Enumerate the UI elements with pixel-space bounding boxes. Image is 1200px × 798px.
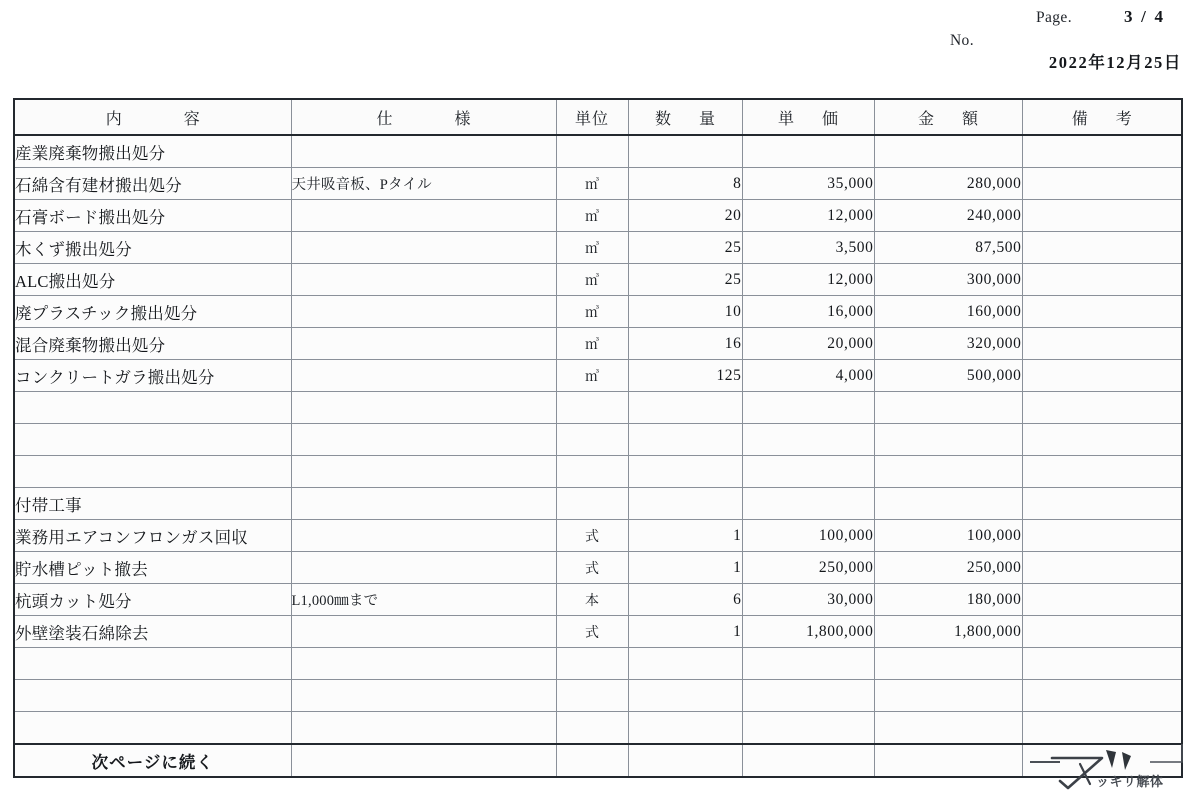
item-amount [874, 488, 1022, 520]
table-row [14, 328, 1182, 360]
item-name: 混合廃棄物搬出処分 [14, 328, 291, 360]
item-quantity [628, 712, 742, 745]
page-label: Page. [1035, 9, 1072, 26]
item-unit: ㎥ [556, 232, 628, 264]
item-amount [874, 392, 1022, 424]
item-unit: 本 [556, 584, 628, 616]
item-unit: 式 [556, 520, 628, 552]
logo-rule-corner [1150, 744, 1182, 762]
item-amount: 240,000 [874, 200, 1022, 232]
item-unit-price: 35,000 [742, 168, 874, 200]
item-name: 次ページに続く [14, 744, 291, 777]
item-amount: 320,000 [874, 328, 1022, 360]
item-quantity [628, 424, 742, 456]
logo-accent-left [1106, 750, 1116, 768]
item-unit-price [742, 135, 874, 168]
document-date: 2022年12月25日 [1048, 53, 1182, 72]
item-spec [291, 360, 556, 392]
table-body [14, 135, 1182, 777]
item-spec [291, 328, 556, 360]
item-unit [556, 488, 628, 520]
column-header-name-label: 内 容 [105, 110, 210, 128]
item-spec [291, 456, 556, 488]
item-name: 外壁塗装石綿除去 [14, 616, 291, 648]
item-note [1022, 232, 1182, 264]
item-spec [291, 616, 556, 648]
column-header-name [14, 99, 291, 135]
item-unit: 式 [556, 552, 628, 584]
item-name: 産業廃棄物搬出処分 [14, 135, 291, 168]
item-name: 貯水槽ピット撤去 [14, 552, 291, 584]
table-row [14, 648, 1182, 680]
item-name: ALC搬出処分 [14, 264, 291, 296]
item-amount: 500,000 [874, 360, 1022, 392]
item-quantity [628, 648, 742, 680]
table-row [14, 264, 1182, 296]
item-unit [556, 744, 628, 777]
item-unit [556, 680, 628, 712]
item-quantity [628, 392, 742, 424]
table-row [14, 584, 1182, 616]
item-note [1022, 712, 1182, 745]
item-unit-price: 12,000 [742, 264, 874, 296]
item-quantity: 6 [628, 584, 742, 616]
item-unit [556, 456, 628, 488]
item-unit [556, 392, 628, 424]
column-header-unit-price [742, 99, 874, 135]
table-row [14, 712, 1182, 745]
table-row [14, 616, 1182, 648]
item-note [1022, 168, 1182, 200]
item-name: 廃プラスチック搬出処分 [14, 296, 291, 328]
item-spec [291, 648, 556, 680]
item-note [1022, 584, 1182, 616]
item-amount [874, 648, 1022, 680]
item-note [1022, 360, 1182, 392]
item-unit-price: 12,000 [742, 200, 874, 232]
column-header-unit-price-label: 単 価 [777, 110, 844, 128]
logo-artwork [1030, 742, 1190, 794]
item-amount [874, 456, 1022, 488]
item-quantity [628, 456, 742, 488]
item-note [1022, 456, 1182, 488]
item-spec [291, 264, 556, 296]
item-unit-price: 3,500 [742, 232, 874, 264]
item-amount [874, 744, 1022, 777]
column-header-amount [874, 99, 1022, 135]
item-unit [556, 135, 628, 168]
item-unit: 式 [556, 616, 628, 648]
table-row [14, 168, 1182, 200]
item-unit: ㎥ [556, 168, 628, 200]
column-header-unit-label: 単位 [574, 110, 609, 128]
item-unit [556, 648, 628, 680]
table-row [14, 360, 1182, 392]
item-quantity [628, 135, 742, 168]
item-spec [291, 712, 556, 745]
item-unit-price: 250,000 [742, 552, 874, 584]
item-note [1022, 328, 1182, 360]
item-quantity: 1 [628, 616, 742, 648]
item-note [1022, 200, 1182, 232]
table-row [14, 232, 1182, 264]
item-note [1022, 135, 1182, 168]
column-header-note-label: 備 考 [1071, 110, 1138, 128]
company-logo [1030, 742, 1190, 794]
item-name: 木くず搬出処分 [14, 232, 291, 264]
item-note [1022, 424, 1182, 456]
item-unit-price [742, 424, 874, 456]
item-quantity: 1 [628, 520, 742, 552]
item-unit-price: 30,000 [742, 584, 874, 616]
item-quantity: 125 [628, 360, 742, 392]
item-spec [291, 392, 556, 424]
item-spec [291, 232, 556, 264]
item-quantity: 25 [628, 264, 742, 296]
page-number-row [852, 8, 1182, 26]
table-row [14, 200, 1182, 232]
item-name: 石膏ボード搬出処分 [14, 200, 291, 232]
document-number-label: No. [949, 31, 974, 49]
item-name [14, 456, 291, 488]
item-amount: 280,000 [874, 168, 1022, 200]
item-quantity: 20 [628, 200, 742, 232]
item-unit [556, 424, 628, 456]
item-quantity: 8 [628, 168, 742, 200]
item-spec [291, 488, 556, 520]
item-spec [291, 424, 556, 456]
column-header-quantity [628, 99, 742, 135]
item-unit-price: 100,000 [742, 520, 874, 552]
item-unit-price [742, 744, 874, 777]
logo-accent-right [1122, 752, 1131, 770]
item-name [14, 392, 291, 424]
estimate-table [13, 98, 1183, 778]
table-header-row [14, 99, 1182, 135]
item-note [1022, 264, 1182, 296]
item-name: 石綿含有建材搬出処分 [14, 168, 291, 200]
item-amount: 100,000 [874, 520, 1022, 552]
item-unit-price: 1,800,000 [742, 616, 874, 648]
item-spec [291, 296, 556, 328]
item-unit-price: 20,000 [742, 328, 874, 360]
item-amount: 180,000 [874, 584, 1022, 616]
item-quantity [628, 680, 742, 712]
item-unit: ㎥ [556, 360, 628, 392]
item-unit: ㎥ [556, 200, 628, 232]
item-quantity [628, 744, 742, 777]
item-amount: 160,000 [874, 296, 1022, 328]
item-amount: 1,800,000 [874, 616, 1022, 648]
item-note [1022, 296, 1182, 328]
column-header-spec [291, 99, 556, 135]
item-amount [874, 424, 1022, 456]
item-amount [874, 680, 1022, 712]
item-note [1022, 616, 1182, 648]
table-row [14, 296, 1182, 328]
table-row [14, 680, 1182, 712]
item-unit-price [742, 712, 874, 745]
table-row [14, 456, 1182, 488]
item-unit: ㎥ [556, 264, 628, 296]
document-header [852, 8, 1182, 72]
item-unit-price: 16,000 [742, 296, 874, 328]
table-header [14, 99, 1182, 135]
item-note [1022, 488, 1182, 520]
item-spec [291, 200, 556, 232]
item-note [1022, 520, 1182, 552]
item-unit-price [742, 648, 874, 680]
item-unit [556, 712, 628, 745]
item-spec [291, 552, 556, 584]
item-amount: 250,000 [874, 552, 1022, 584]
item-name: コンクリートガラ搬出処分 [14, 360, 291, 392]
item-quantity: 25 [628, 232, 742, 264]
item-unit: ㎥ [556, 328, 628, 360]
table-row [14, 392, 1182, 424]
table-row [14, 552, 1182, 584]
column-header-note [1022, 99, 1182, 135]
item-spec: 天井吸音板、Pタイル [291, 168, 556, 200]
item-unit-price: 4,000 [742, 360, 874, 392]
item-spec [291, 680, 556, 712]
item-spec [291, 135, 556, 168]
item-unit-price [742, 456, 874, 488]
item-note [1022, 392, 1182, 424]
table-row [14, 488, 1182, 520]
item-quantity: 1 [628, 552, 742, 584]
item-note [1022, 680, 1182, 712]
item-name [14, 712, 291, 745]
item-name [14, 648, 291, 680]
item-amount [874, 135, 1022, 168]
column-header-quantity-label: 数 量 [654, 110, 721, 128]
item-quantity: 10 [628, 296, 742, 328]
item-name: 杭頭カット処分 [14, 584, 291, 616]
page-value: 3 / 4 [1124, 7, 1166, 26]
item-unit: ㎥ [556, 296, 628, 328]
item-unit-price [742, 392, 874, 424]
table-row [14, 424, 1182, 456]
item-name [14, 424, 291, 456]
item-unit-price [742, 488, 874, 520]
item-quantity [628, 488, 742, 520]
table-row [14, 520, 1182, 552]
logo-su-stroke [1080, 764, 1090, 784]
table-row [14, 135, 1182, 168]
column-header-spec-label: 仕 様 [376, 110, 481, 128]
logo-brand-text: ッキリ解体 [1096, 774, 1164, 789]
item-amount: 87,500 [874, 232, 1022, 264]
item-note [1022, 552, 1182, 584]
column-header-amount-label: 金 額 [917, 110, 984, 128]
item-unit-price [742, 680, 874, 712]
document-date-row [852, 55, 1182, 72]
document-number-row [852, 33, 1182, 49]
item-spec [291, 744, 556, 777]
item-name: 付帯工事 [14, 488, 291, 520]
column-header-unit [556, 99, 628, 135]
item-name: 業務用エアコンフロンガス回収 [14, 520, 291, 552]
item-name [14, 680, 291, 712]
table-footer-row [14, 744, 1182, 777]
item-spec [291, 520, 556, 552]
item-note [1022, 648, 1182, 680]
item-amount: 300,000 [874, 264, 1022, 296]
item-amount [874, 712, 1022, 745]
item-spec: L1,000㎜まで [291, 584, 556, 616]
item-quantity: 16 [628, 328, 742, 360]
